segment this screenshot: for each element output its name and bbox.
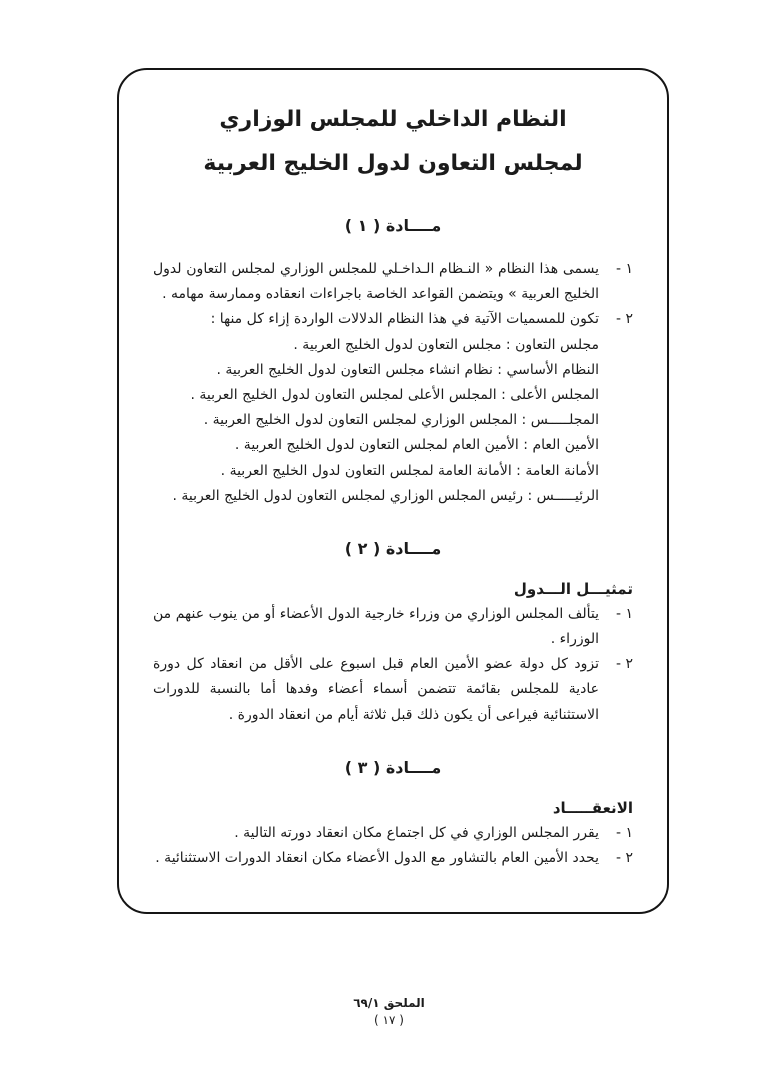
article-1-item-1 [153, 257, 633, 307]
article-3-item-1 [153, 821, 633, 846]
item-number: ١ - [615, 261, 633, 277]
item-number: ٢ - [615, 656, 633, 673]
item-text: يتألف المجلس الوزاري من وزراء خارجية الدول الأعضاء أو من ينوب عنهم من الوزراء . [153, 605, 599, 648]
definitions-block [153, 333, 633, 509]
article-2-item-1 [153, 602, 633, 652]
article-2-heading: مــــادة ( ٢ ) [344, 538, 442, 558]
article-2-item-2 [153, 652, 633, 728]
item-number: ١ - [615, 605, 633, 622]
page-footer [0, 996, 778, 1027]
article-1-heading: مــــادة ( ١ ) [344, 216, 442, 235]
definition-line: مجلس التعاون : مجلس التعاون لدول الخليج العربية . [293, 336, 599, 353]
definition-line: الأمانة العامة : الأمانة العامة لمجلس التعاون لدول الخليج العربية . [220, 462, 599, 479]
article-3-heading: مــــادة ( ٣ ) [344, 757, 442, 777]
item-text: يقرر المجلس الوزاري في كل اجتماع مكان انعقاد دورته التالية . [234, 824, 599, 841]
item-text: يحدد الأمين العام بالتشاور مع الدول الأعضاء مكان انعقاد الدورات الاستثنائية . [155, 850, 599, 866]
document-title-line1: النظام الداخلي للمجلس الوزاري [219, 107, 567, 132]
document-title [153, 98, 633, 186]
item-number: ٢ - [615, 311, 633, 328]
definition-line: الأمين العام : الأمين العام لمجلس التعاون لدول الخليج العربية . [234, 437, 599, 454]
definition-line: الرئيـــــس : رئيس المجلس الوزاري لمجلس التعاون لدول الخليج العربية . [172, 487, 599, 504]
item-number: ١ - [615, 824, 633, 841]
article-2-subheading: تمثيـــل الـــدول [513, 579, 633, 598]
definition-line: المجلس الأعلى : المجلس الأعلى لمجلس التعاون لدول الخليج العربية . [190, 386, 599, 403]
item-text: تزود كل دولة عضو الأمين العام قبل اسبوع على الأقل من انعقاد كل دورة عادية للمجلس بقائمة تتضمن أسماء أعضاء وفدها أما بالنسبة للدورات الاستثنائية فيراعى أن يكون ذلك قبل ثلاثة أيام من انعقاد الدورة . [153, 656, 599, 723]
document-border-frame [117, 68, 669, 914]
page-number: ( ١٧ ) [374, 1013, 404, 1027]
article-3-item-2 [153, 846, 633, 871]
article-1-item-2 [153, 307, 633, 332]
definition-line: النظام الأساسي : نظام انشاء مجلس التعاون لدول الخليج العربية . [216, 361, 599, 378]
item-number: ٢ - [615, 850, 633, 866]
annex-reference: الملحق ٦٩/١ [353, 996, 425, 1010]
item-text: تكون للمسميات الآتية في هذا النظام الدلالات الواردة إزاء كل منها : [210, 311, 599, 328]
article-3-subheading: الانعقـــــاد [552, 798, 633, 817]
document-title-line2: لمجلس التعاون لدول الخليج العربية [203, 151, 583, 176]
item-text: يسمى هذا النظام « النـظام الـداخـلي للمجلس الوزاري لمجلس التعاون لدول الخليج العربية » ويتضمن القواعد الخاصة باجراءات انعقاده وممارسة مهامه . [153, 261, 599, 303]
definition-line: المجلـــــس : المجلس الوزاري لمجلس التعاون لدول الخليج العربية . [203, 412, 599, 429]
